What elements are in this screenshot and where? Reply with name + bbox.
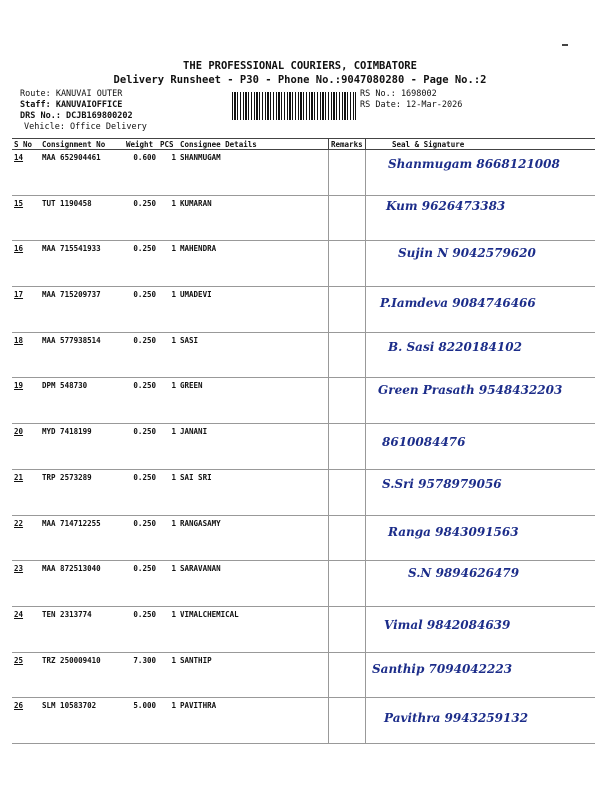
meta-left: [20, 89, 147, 133]
row-sno: 23: [12, 561, 40, 607]
row-consignee: PAVITHRA: [178, 698, 329, 744]
row-sno: 24: [12, 606, 40, 652]
rs-date: RS Date: 12-Mar-2026: [360, 100, 463, 110]
row-pieces: 1: [158, 561, 178, 607]
row-pieces: 1: [158, 606, 178, 652]
row-remarks: [329, 378, 366, 424]
handwritten-signature: Green Prasath 9548432203: [378, 383, 563, 398]
row-weight: 0.250: [124, 195, 158, 241]
table-row: [12, 241, 595, 287]
row-sno: 25: [12, 652, 40, 698]
table-header-row: [12, 139, 595, 150]
row-pieces: 1: [158, 332, 178, 378]
row-consignment-number: SLM 10583702: [40, 698, 124, 744]
row-sno: 20: [12, 424, 40, 470]
row-pieces: 1: [158, 195, 178, 241]
handwritten-signature: 8610084476: [382, 435, 466, 450]
row-signature: [366, 287, 596, 333]
row-signature: [366, 652, 596, 698]
row-consignee: VIMALCHEMICAL: [178, 606, 329, 652]
row-consignee: MAHENDRA: [178, 241, 329, 287]
row-remarks: [329, 195, 366, 241]
table-row: [12, 378, 595, 424]
row-signature: [366, 241, 596, 287]
row-weight: 0.600: [124, 150, 158, 196]
drs-text: DRS No.: DCJB169800202: [20, 111, 133, 121]
barcode-image: [232, 92, 356, 120]
row-pieces: 1: [158, 469, 178, 515]
row-pieces: 1: [158, 652, 178, 698]
row-consignment-number: MAA 577938514: [40, 332, 124, 378]
row-weight: 0.250: [124, 561, 158, 607]
row-remarks: [329, 287, 366, 333]
row-consignee: JANANI: [178, 424, 329, 470]
row-pieces: 1: [158, 424, 178, 470]
row-sno: 17: [12, 287, 40, 333]
row-remarks: [329, 606, 366, 652]
row-remarks: [329, 469, 366, 515]
header-sno: S No: [12, 139, 40, 150]
row-consignee: SAI SRI: [178, 469, 329, 515]
row-consignment-number: TRP 2573289: [40, 469, 124, 515]
row-consignee: SANTHIP: [178, 652, 329, 698]
row-signature: [366, 469, 596, 515]
row-consignee: UMADEVI: [178, 287, 329, 333]
row-consignment-number: TEN 2313774: [40, 606, 124, 652]
row-signature: [366, 561, 596, 607]
table-row: [12, 698, 595, 744]
row-signature: [366, 378, 596, 424]
runsheet-table: [12, 138, 595, 744]
row-weight: 0.250: [124, 332, 158, 378]
handwritten-signature: Sujin N 9042579620: [398, 246, 536, 261]
table-row: [12, 652, 595, 698]
row-sno: 15: [12, 195, 40, 241]
header-weight: Weight: [124, 139, 158, 150]
row-weight: 0.250: [124, 378, 158, 424]
row-signature: [366, 332, 596, 378]
table-row: [12, 195, 595, 241]
row-pieces: 1: [158, 150, 178, 196]
row-signature: [366, 606, 596, 652]
row-weight: 0.250: [124, 515, 158, 561]
row-signature: [366, 195, 596, 241]
table-row: [12, 469, 595, 515]
row-pieces: 1: [158, 698, 178, 744]
row-weight: 0.250: [124, 287, 158, 333]
handwritten-signature: S.N 9894626479: [408, 566, 520, 581]
row-weight: 0.250: [124, 469, 158, 515]
row-consignment-number: TUT 1190458: [40, 195, 124, 241]
table-row: [12, 332, 595, 378]
row-sno: 14: [12, 150, 40, 196]
row-consignee: SARAVANAN: [178, 561, 329, 607]
row-consignment-number: MAA 715541933: [40, 241, 124, 287]
row-signature: [366, 424, 596, 470]
row-consignee: SASI: [178, 332, 329, 378]
corner-mark: [562, 44, 568, 46]
runsheet-subtitle: Delivery Runsheet - P30 - Phone No.:9047080280 - Page No.:2: [113, 74, 487, 86]
row-weight: 5.000: [124, 698, 158, 744]
row-sno: 26: [12, 698, 40, 744]
row-consignee: RANGASAMY: [178, 515, 329, 561]
table-row: [12, 150, 595, 196]
handwritten-signature: Shanmugam 8668121008: [388, 157, 560, 171]
row-remarks: [329, 698, 366, 744]
row-remarks: [329, 515, 366, 561]
row-sno: 22: [12, 515, 40, 561]
rs-number: RS No.: 1698002: [360, 89, 437, 99]
header-pcs: PCS: [158, 139, 178, 150]
row-remarks: [329, 332, 366, 378]
row-consignment-number: MAA 652904461: [40, 150, 124, 196]
row-remarks: [329, 652, 366, 698]
handwritten-signature: Kum 9626473383: [386, 198, 506, 213]
header-consignee: Consignee Details: [178, 139, 329, 150]
vehicle-text: Vehicle: Office Delivery: [24, 122, 147, 132]
staff-text: Staff: KANUVAIOFFICE: [20, 100, 123, 110]
row-remarks: [329, 424, 366, 470]
route-text: Route: KANUVAI OUTER: [20, 89, 123, 99]
row-signature: [366, 150, 596, 196]
row-consignment-number: MYD 7418199: [40, 424, 124, 470]
row-pieces: 1: [158, 378, 178, 424]
row-weight: 0.250: [124, 241, 158, 287]
row-consignment-number: MAA 872513040: [40, 561, 124, 607]
row-pieces: 1: [158, 287, 178, 333]
table-row: [12, 515, 595, 561]
header-remarks: Remarks: [329, 139, 366, 150]
table-row: [12, 287, 595, 333]
handwritten-signature: S.Sri 9578979056: [382, 476, 502, 491]
row-sno: 21: [12, 469, 40, 515]
row-weight: 7.300: [124, 652, 158, 698]
row-sno: 16: [12, 241, 40, 287]
table-row: [12, 424, 595, 470]
row-consignment-number: TRZ 250009410: [40, 652, 124, 698]
header-signature: Seal & Signature: [366, 139, 596, 150]
page-title: THE PROFESSIONAL COURIERS, COIMBATORE: [183, 60, 417, 72]
row-consignee: GREEN: [178, 378, 329, 424]
row-signature: [366, 515, 596, 561]
row-pieces: 1: [158, 515, 178, 561]
header-consignment: Consignment No: [40, 139, 124, 150]
handwritten-signature: P.Iamdeva 9084746466: [380, 296, 536, 311]
row-remarks: [329, 561, 366, 607]
handwritten-signature: Ranga 9843091563: [388, 524, 519, 539]
row-consignment-number: DPM 548730: [40, 378, 124, 424]
handwritten-signature: Pavithra 9943259132: [384, 711, 529, 726]
handwritten-signature: Vimal 9842084639: [384, 617, 511, 632]
row-sno: 19: [12, 378, 40, 424]
row-consignee: KUMARAN: [178, 195, 329, 241]
table-row: [12, 561, 595, 607]
row-consignee: SHANMUGAM: [178, 150, 329, 196]
row-pieces: 1: [158, 241, 178, 287]
row-weight: 0.250: [124, 606, 158, 652]
row-remarks: [329, 150, 366, 196]
meta-right: [360, 89, 462, 111]
handwritten-signature: B. Sasi 8220184102: [388, 339, 522, 354]
row-consignment-number: MAA 715209737: [40, 287, 124, 333]
row-signature: [366, 698, 596, 744]
table-row: [12, 606, 595, 652]
row-consignment-number: MAA 714712255: [40, 515, 124, 561]
handwritten-signature: Santhip 7094042223: [372, 661, 513, 676]
row-remarks: [329, 241, 366, 287]
row-sno: 18: [12, 332, 40, 378]
row-weight: 0.250: [124, 424, 158, 470]
